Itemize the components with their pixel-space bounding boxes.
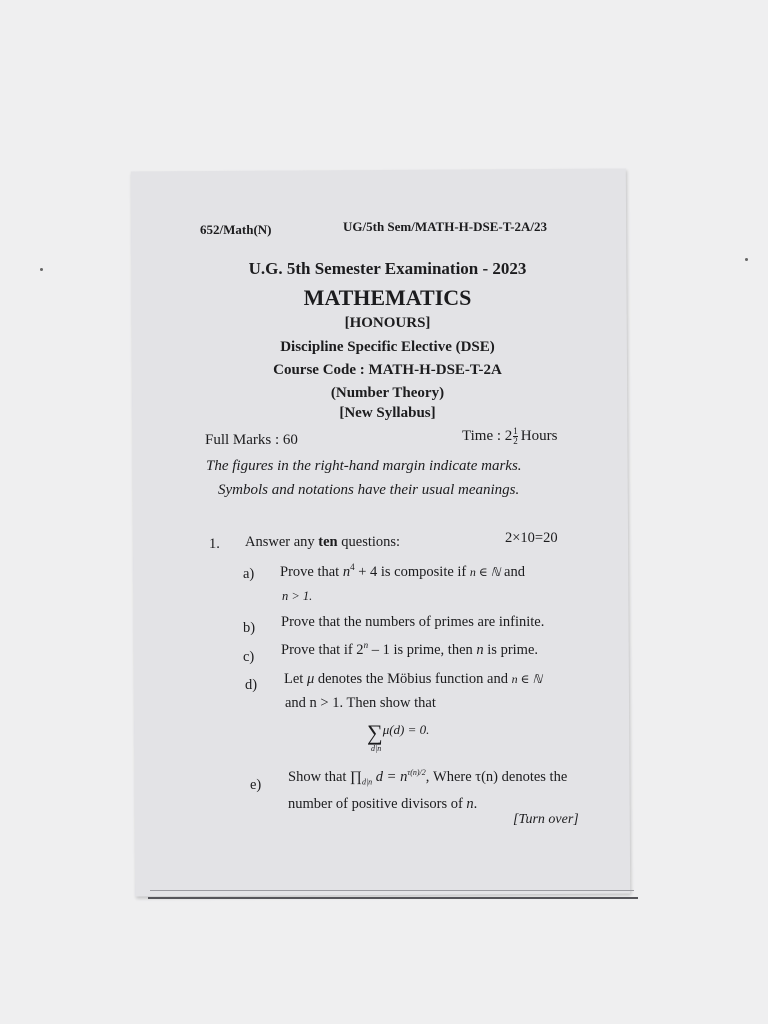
question-instruction: Answer any ten questions: — [245, 534, 401, 550]
paper-edge-line — [150, 890, 634, 891]
turn-over-note: [Turn over] — [513, 812, 579, 827]
subject-title: MATHEMATICS — [303, 285, 472, 310]
mobius-sum-formula: ∑$^{\mu(d) = 0.}$ d|n — [367, 720, 430, 753]
summation-symbol: ∑ — [367, 720, 383, 745]
part-a-label: a) — [243, 566, 255, 582]
syllabus-label: [New Syllabus] — [339, 405, 436, 421]
part-b-text: Prove that the numbers of primes are infinite. — [281, 614, 545, 630]
time-suffix: Hours — [520, 427, 558, 444]
part-c-text: Prove that if 2$^n$ – 1 is prime, then n is prime. — [281, 640, 539, 658]
paper-code: 652/Math(N) — [200, 222, 272, 237]
time-allowed — [462, 427, 557, 446]
full-marks: Full Marks : 60 — [205, 432, 298, 448]
discipline-label: Discipline Specific Elective (DSE) — [280, 339, 495, 355]
part-d-text-2: and n > 1. Then show that — [285, 695, 436, 711]
part-b-label: b) — [243, 620, 256, 636]
exam-title: U.G. 5th Semester Examination - 2023 — [248, 259, 527, 278]
topic-label: (Number Theory) — [330, 385, 445, 401]
time-fraction: $\frac{1}{2}$ — [513, 426, 518, 446]
instruction-symbols: Symbols and notations have their usual meanings. — [218, 482, 520, 498]
time-prefix: Time : 2 — [462, 427, 513, 444]
part-d-text: Let μ denotes the Möbius function and n ∈ ℕ — [284, 671, 543, 687]
paper-edge-line-bottom — [148, 897, 638, 899]
course-code: Course Code : MATH-H-DSE-T-2A — [273, 362, 502, 378]
question-number: 1. — [209, 536, 220, 552]
part-e-label: e) — [250, 777, 262, 793]
part-a-condition: n > 1. — [282, 589, 313, 603]
course-reference: UG/5th Sem/MATH-H-DSE-T-2A/23 — [343, 219, 548, 234]
part-c-label: c) — [243, 649, 255, 665]
part-a-text: Prove that $n^4 + 4$ is composite if n ∈ ℕ and — [280, 562, 525, 580]
honours-label: [HONOURS] — [344, 315, 431, 331]
part-d-label: d) — [245, 677, 258, 693]
scan-speck — [745, 258, 748, 261]
instruction-marks: The figures in the right-hand margin indicate marks. — [206, 458, 522, 474]
part-e-text-2: number of positive divisors of n. — [288, 796, 478, 812]
question-marks: 2×10=20 — [505, 530, 558, 546]
part-e-text: Show that $\prod_{d|n}$ $d = n^{\tau(n)/2}$, Where τ(n) denotes the — [288, 768, 568, 787]
sum-subscript: d|n — [371, 744, 382, 753]
scan-speck — [40, 268, 43, 271]
